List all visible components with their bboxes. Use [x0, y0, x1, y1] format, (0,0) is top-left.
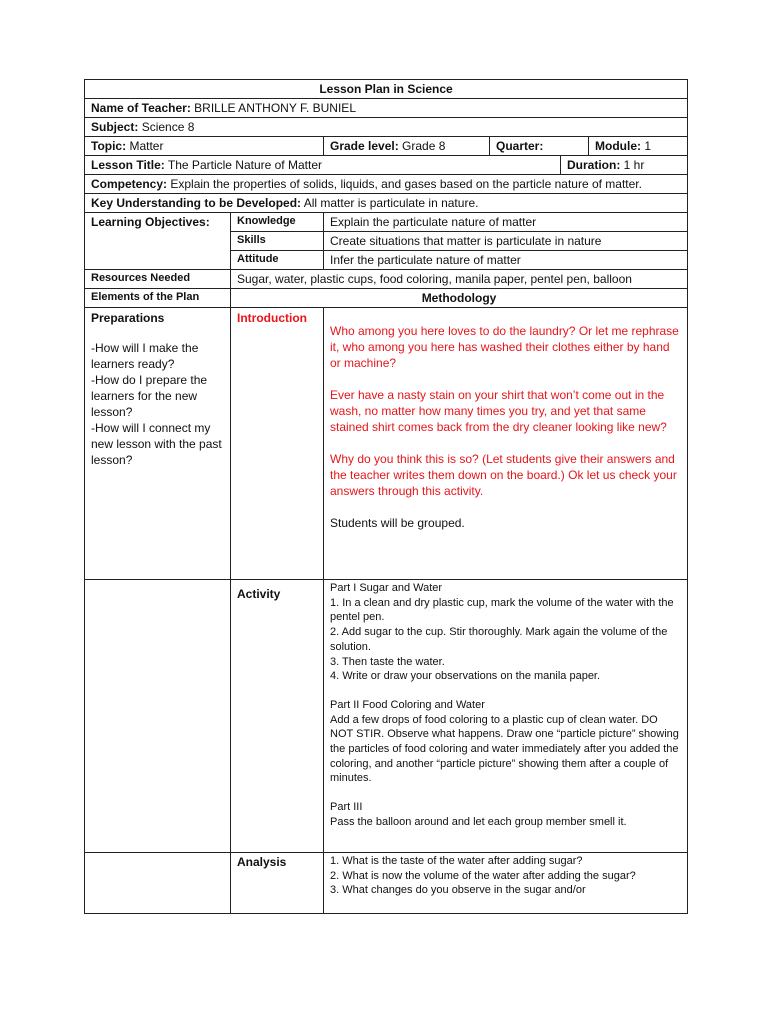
intro-paragraph: Who among you here loves to do the laundry? Or let me rephrase it, who among you here has washed their clothes either by hand or machine?: [330, 324, 679, 370]
empty-cell: [85, 580, 231, 853]
analysis-row: [85, 853, 688, 914]
activity-label: Activity: [231, 580, 324, 853]
lesson-title-value: The Particle Nature of Matter: [167, 158, 322, 172]
document-title: Lesson Plan in Science: [85, 80, 688, 99]
activity-part-title: Part II Food Coloring and Water: [330, 698, 485, 711]
empty-cell: [85, 853, 231, 914]
title-row: [85, 80, 688, 99]
subject-row: [85, 118, 688, 137]
objective-domain: Knowledge: [231, 213, 324, 232]
quarter-label: Quarter:: [496, 139, 544, 153]
activity-step: 4. Write or draw your observations on the manila paper.: [330, 670, 601, 683]
plan-header-row: [85, 289, 688, 308]
activity-step: 2. Add sugar to the cup. Stir thoroughly. Mark again the volume of the solution.: [330, 626, 668, 653]
teacher-label: Name of Teacher:: [91, 101, 191, 115]
intro-paragraph: Students will be grouped.: [330, 516, 465, 530]
analysis-question: 3. What changes do you observe in the sugar and/or: [330, 884, 586, 897]
analysis-question: 1. What is the taste of the water after adding sugar?: [330, 855, 583, 867]
objective-text: Infer the particulate nature of matter: [324, 251, 688, 270]
objective-domain: Attitude: [231, 251, 324, 270]
topic-value: Matter: [129, 139, 164, 153]
intro-paragraph: Why do you think this is so? (Let students give their answers and the teacher writes them down on the board.) Ok let us check your answers through this activity.: [330, 452, 677, 498]
introduction-label: Introduction: [231, 308, 324, 580]
preparations-question: -How will I connect my new lesson with the past lesson?: [91, 421, 222, 467]
objectives-label: Learning Objectives:: [85, 213, 231, 270]
objective-domain: Skills: [231, 232, 324, 251]
objective-text: Create situations that matter is particulate in nature: [324, 232, 688, 251]
resources-row: [85, 270, 688, 289]
analysis-question: 2. What is now the volume of the water after adding the sugar?: [330, 869, 636, 882]
methodology-label: Methodology: [231, 289, 688, 308]
key-understanding-row: [85, 194, 688, 213]
grade-label: Grade level:: [330, 139, 399, 153]
resources-label: Resources Needed: [85, 270, 231, 289]
topic-label: Topic:: [91, 139, 127, 153]
teacher-value: BRILLE ANTHONY F. BUNIEL: [194, 101, 356, 115]
objective-row: [85, 213, 688, 232]
activity-part-title: Part I Sugar and Water: [330, 582, 443, 594]
activity-part-title: Part III: [330, 801, 363, 814]
competency-value: Explain the properties of solids, liquids, and gases based on the particle nature of matter.: [170, 177, 642, 191]
module-label: Module:: [595, 139, 641, 153]
activity-text: Add a few drops of food coloring to a plastic cup of clean water. DO NOT STIR. Observe what happens. Draw one “particle picture” showing the particles of food coloring and water immediately after you added the coloring, and another “particle picture” showing them after a couple of minutes.: [330, 713, 679, 785]
module-value: 1: [644, 139, 652, 153]
key-understanding-value: All matter is particulate in nature.: [303, 196, 479, 210]
lesson-plan-table: [84, 79, 688, 914]
lesson-plan-document: [84, 79, 687, 914]
subject-label: Subject:: [91, 120, 139, 134]
preparations-question: -How will I make the learners ready?: [91, 341, 199, 371]
activity-text: Pass the balloon around and let each group member smell it.: [330, 815, 627, 828]
elements-label: Elements of the Plan: [85, 289, 231, 308]
objective-text: Explain the particulate nature of matter: [324, 213, 688, 232]
competency-row: [85, 175, 688, 194]
activity-row: [85, 580, 688, 853]
teacher-row: [85, 99, 688, 118]
intro-paragraph: Ever have a nasty stain on your shirt that won’t come out in the wash, no matter how many times you try, and yet that same stained shirt comes back from the dry cleaner looking like new?: [330, 388, 667, 434]
activity-step: 3. Then taste the water.: [330, 655, 445, 668]
lesson-title-label: Lesson Title:: [91, 158, 165, 172]
duration-value: 1 hr: [623, 158, 645, 172]
key-understanding-label: Key Understanding to be Developed:: [91, 196, 302, 210]
preparations-title: Preparations: [91, 311, 165, 325]
analysis-label: Analysis: [231, 853, 324, 914]
lesson-title-row: [85, 156, 688, 175]
resources-value: Sugar, water, plastic cups, food coloring, manila paper, pentel pen, balloon: [231, 270, 688, 289]
introduction-row: [85, 308, 688, 580]
subject-value: Science 8: [141, 120, 195, 134]
duration-label: Duration:: [567, 158, 621, 172]
competency-label: Competency:: [91, 177, 168, 191]
preparations-question: -How do I prepare the learners for the new lesson?: [91, 373, 208, 419]
activity-step: 1. In a clean and dry plastic cup, mark the volume of the water with the pentel pen.: [330, 596, 674, 624]
topic-row: [85, 137, 688, 156]
grade-value: Grade 8: [402, 139, 446, 153]
